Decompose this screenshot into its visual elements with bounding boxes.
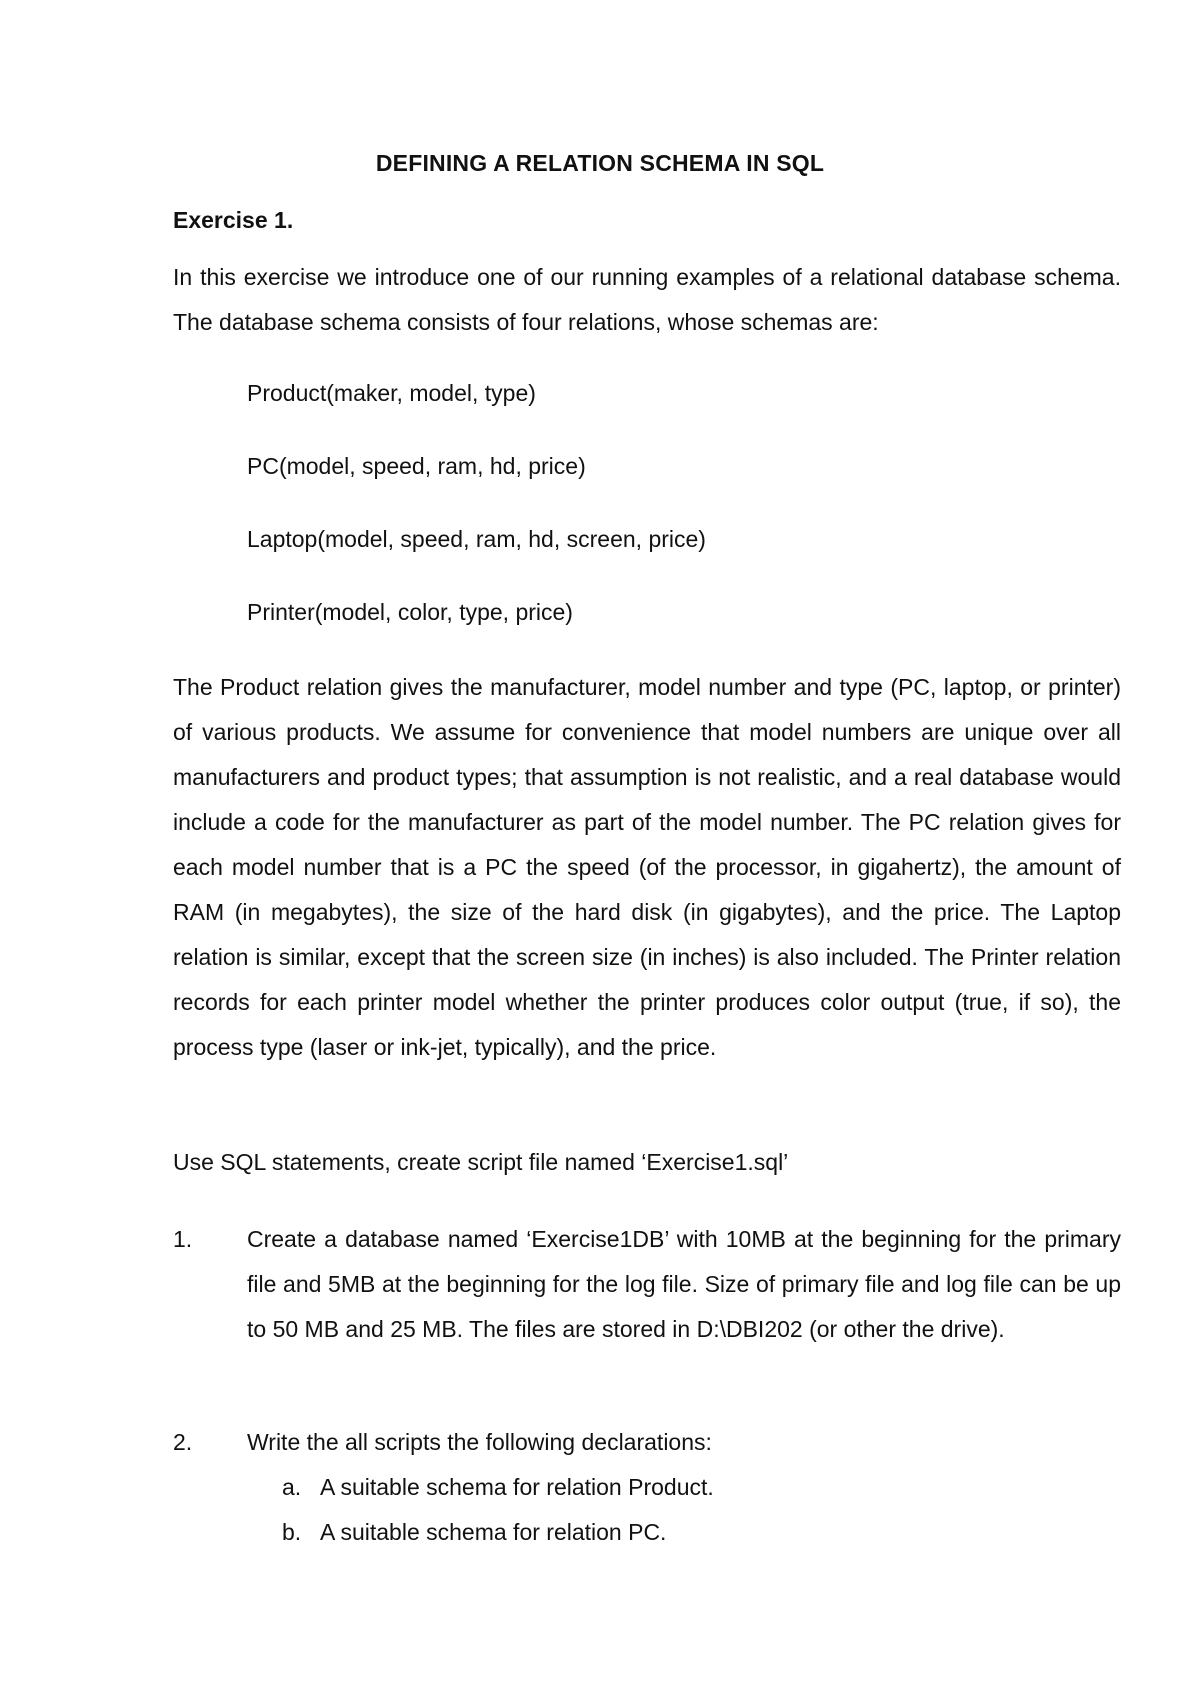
schema-product: Product(maker, model, type) <box>247 380 536 406</box>
exercise-heading: Exercise 1. <box>173 207 294 233</box>
task-item-1 <box>173 1217 1121 1352</box>
task-item-2 <box>173 1420 1121 1465</box>
subtask-item-a <box>247 1465 1121 1510</box>
schema-pc: PC(model, speed, ram, hd, price) <box>247 453 586 479</box>
subtask-marker: a. <box>282 1474 302 1500</box>
intro-paragraph: In this exercise we introduce one of our running examples of a relational database schema. The database schema consists of four relations, whose schemas are: <box>173 264 1121 335</box>
schema-laptop: Laptop(model, speed, ram, hd, screen, price) <box>247 526 706 552</box>
subtask-item-b <box>247 1510 1121 1555</box>
subtask-text: A suitable schema for relation PC. <box>320 1519 667 1545</box>
document-title: DEFINING A RELATION SCHEMA IN SQL <box>375 150 825 176</box>
task-text: Create a database named ‘Exercise1DB’ with 10MB at the beginning for the primary file and 5MB at the beginning for the log file. Size of primary file and log file can be up to 50 MB and 25 MB. The files are stored in D:\DBI202 (or other the drive). <box>247 1226 1121 1342</box>
description-paragraph: The Product relation gives the manufacturer, model number and type (PC, laptop, or printer) of various products. We assume for convenience that model numbers are unique over all manufacturers and product types; that assumption is not realistic, and a real database would include a code for the manufacturer as part of the model number. The PC relation gives for each model number that is a PC the speed (of the processor, in gigahertz), the amount of RAM (in megabytes), the size of the hard disk (in gigabytes), and the price. The Laptop relation is similar, except that the screen size (in inches) is also included. The Printer relation records for each printer model whether the printer produces color output (true, if so), the process type (laser or ink-jet, typically), and the price. <box>173 674 1121 1060</box>
instruction-paragraph: Use SQL statements, create script file named ‘Exercise1.sql’ <box>173 1149 789 1175</box>
task-marker: 1. <box>173 1226 193 1252</box>
task-text: Write the all scripts the following declarations: <box>247 1429 712 1455</box>
task-marker: 2. <box>173 1429 193 1455</box>
schema-printer: Printer(model, color, type, price) <box>247 599 573 625</box>
subtask-marker: b. <box>282 1519 302 1545</box>
subtask-text: A suitable schema for relation Product. <box>320 1474 714 1500</box>
